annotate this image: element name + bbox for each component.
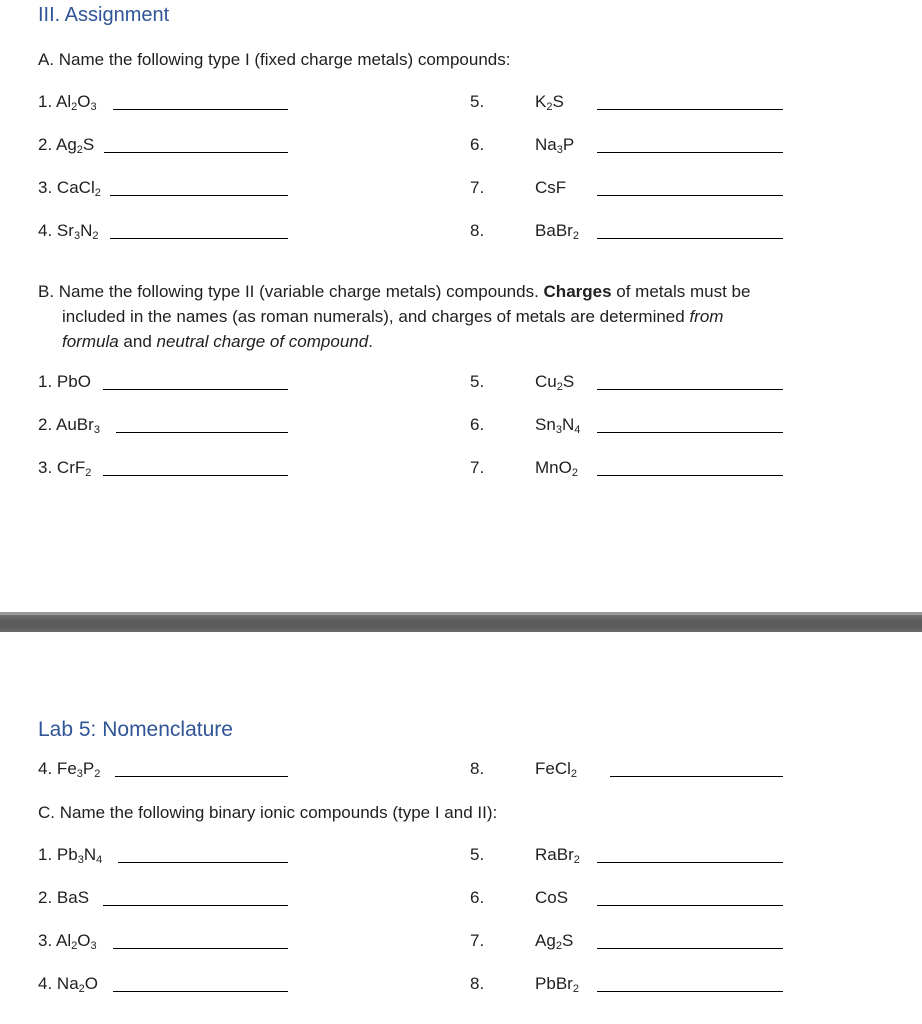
item-label: 2. AuBr$_3$ [38, 415, 100, 436]
part-c-left-3 [38, 929, 288, 953]
item-formula: $Cu_2S$ [535, 372, 575, 393]
item-formula: $Na_3P$ [535, 135, 575, 156]
answer-line[interactable] [597, 905, 783, 906]
item-label: 4. $Na_2O$ [38, 974, 99, 995]
answer-line[interactable] [116, 432, 288, 433]
item-label: 1. $Al_2O_3$ [38, 92, 97, 113]
answer-line[interactable] [597, 948, 783, 949]
answer-line[interactable] [115, 776, 288, 777]
part-c-question: C. Name the following binary ionic compounds (type I and II): [38, 803, 498, 822]
answer-line[interactable] [610, 776, 783, 777]
part-a-left-4 [38, 219, 288, 243]
item-formula: $Ag_2S$ [535, 931, 574, 952]
item-number: 7. [470, 178, 485, 197]
answer-line[interactable] [597, 152, 783, 153]
item-label: 2. BaS [38, 888, 90, 907]
part-a-question: A. Name the following type I (fixed charge metals) compounds: [38, 50, 511, 69]
answer-line[interactable] [118, 862, 288, 863]
item-number: 8. [470, 759, 485, 778]
part-b-right-5 [470, 370, 785, 394]
item-label: 4. $Sr_3N_2$ [38, 221, 99, 242]
item-formula: $Sn_3N_4$ [535, 415, 581, 436]
answer-line[interactable] [597, 195, 783, 196]
item-number: 7. [470, 931, 485, 950]
part-c-right-8 [470, 972, 785, 996]
item-formula: PbBr$_2$ [535, 974, 579, 995]
item-label: 1. $Pb_3N_4$ [38, 845, 103, 866]
part-c-right-7 [470, 929, 785, 953]
item-formula: CoS [535, 888, 569, 907]
item-label: 4. $Fe_3P_2$ [38, 759, 101, 780]
item-formula: MnO$_2$ [535, 458, 578, 479]
part-c-right-5 [470, 843, 785, 867]
answer-line[interactable] [103, 475, 288, 476]
item-formula: RaBr$_2$ [535, 845, 580, 866]
part-a-left-1 [38, 90, 288, 114]
part-b-right-6 [470, 413, 785, 437]
item-label: 3. CrF$_2$ [38, 458, 92, 479]
answer-line[interactable] [110, 238, 288, 239]
section-title: III. Assignment [38, 4, 170, 26]
page-divider-highlight [0, 612, 922, 615]
part-a-right-7 [470, 176, 785, 200]
answer-line[interactable] [597, 238, 783, 239]
part-b-question-line1: B. Name the following type II (variable charge metals) compounds. Charges of metals must be [38, 282, 751, 301]
item-formula: BaBr$_2$ [535, 221, 579, 242]
part-b-left-4 [38, 757, 288, 781]
answer-line[interactable] [110, 195, 288, 196]
answer-line[interactable] [103, 389, 288, 390]
part-c-left-4 [38, 972, 288, 996]
answer-line[interactable] [113, 109, 288, 110]
answer-line[interactable] [597, 432, 783, 433]
item-number: 8. [470, 974, 485, 993]
part-b-left-3 [38, 456, 288, 480]
answer-line[interactable] [113, 991, 288, 992]
answer-line[interactable] [597, 991, 783, 992]
item-label: 3. CaCl$_2$ [38, 178, 101, 199]
part-a-right-8 [470, 219, 785, 243]
item-label: 2. $Ag_2S$ [38, 135, 95, 156]
part-c-left-2 [38, 886, 288, 910]
part-b-left-1 [38, 370, 288, 394]
part-a-right-5 [470, 90, 785, 114]
item-number: 6. [470, 135, 485, 154]
part-c-right-6 [470, 886, 785, 910]
answer-line[interactable] [113, 948, 288, 949]
item-number: 5. [470, 92, 485, 111]
item-number: 6. [470, 888, 485, 907]
item-number: 6. [470, 415, 485, 434]
part-b-right-7 [470, 456, 785, 480]
part-b-right-8 [470, 757, 785, 781]
answer-line[interactable] [597, 862, 783, 863]
part-b-left-2 [38, 413, 288, 437]
part-a-left-3 [38, 176, 288, 200]
part-b-question-line3: formula and neutral charge of compound. [62, 332, 373, 351]
part-a-right-6 [470, 133, 785, 157]
item-label: 1. PbO [38, 372, 91, 391]
part-c-left-1 [38, 843, 288, 867]
part-a-left-2 [38, 133, 288, 157]
answer-line[interactable] [597, 389, 783, 390]
answer-line[interactable] [103, 905, 288, 906]
lab-title: Lab 5: Nomenclature [38, 718, 233, 741]
item-label: 3. $Al_2O_3$ [38, 931, 97, 952]
item-number: 8. [470, 221, 485, 240]
answer-line[interactable] [597, 475, 783, 476]
page-divider [0, 612, 922, 632]
answer-line[interactable] [104, 152, 288, 153]
item-formula: FeCl$_2$ [535, 759, 578, 780]
part-b-question-line2: included in the names (as roman numerals), and charges of metals are determined from [62, 307, 724, 326]
answer-line[interactable] [597, 109, 783, 110]
item-formula: CsF [535, 178, 567, 197]
item-number: 5. [470, 372, 485, 391]
item-formula: $K_2S$ [535, 92, 564, 113]
item-number: 5. [470, 845, 485, 864]
item-number: 7. [470, 458, 485, 477]
